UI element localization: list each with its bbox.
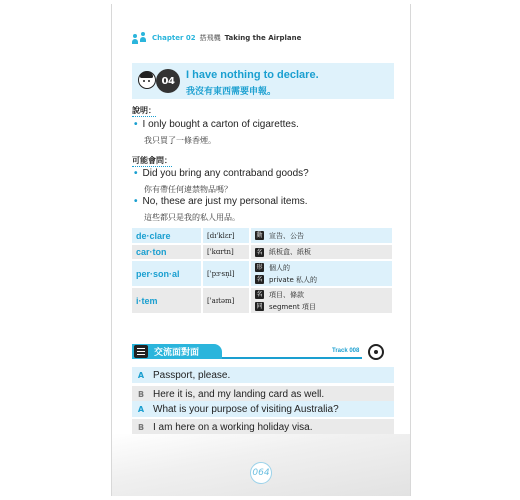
chapter-number: Chapter 02 [152,34,196,42]
question-item-en: • Did you bring any contraband goods? [134,168,309,179]
dialogue-line [132,419,394,435]
dialogue-line [132,367,394,383]
pos-icon: 形 [256,264,263,271]
vocab-phonetic: ['pɝsn̩l] [202,260,250,287]
phrase-english: I have nothing to declare. [186,69,319,81]
vocab-phonetic: [dɪ'klɛr] [202,228,250,244]
explanation-heading: 說明： [132,106,156,115]
speaker-label: A [137,404,145,414]
speaker-label: B [137,389,145,399]
dialogue-tab [132,344,222,359]
dialogue-text: Passport, please. [153,369,231,381]
vocab-definition: 名 紙板盒、紙板 [250,244,393,260]
speaker-label: A [137,370,145,380]
cd-audio-icon [368,344,384,360]
dialogue-text: I am here on a working holiday visa. [153,421,313,433]
question-item-zh: 這些都只是我的私人用品。 [144,213,240,222]
phrase-number-badge: 04 [156,69,180,93]
question-item-en: • No, these are just my personal items. [134,196,308,207]
vocab-word: per·son·al [132,260,202,287]
page-number: 064 [250,462,272,484]
vocab-phonetic: ['kɑrtn] [202,244,250,260]
track-label: Track 008 [332,348,360,354]
dialogue-header [132,344,394,362]
chapter-title-en: Taking the Airplane [224,34,302,42]
pos-icon: 名 [256,248,263,256]
notebook-icon [134,345,148,358]
phrase-title-box [132,63,394,99]
vocab-word: car·ton [132,244,202,260]
vocab-word: de·clare [132,228,202,244]
question-item-zh: 你有帶任何違禁物品嗎？ [144,185,232,194]
vocab-definition: 形 個人的 名 private 私人的 [250,260,393,287]
dialogue-text: Here it is, and my landing card as well. [153,388,325,400]
dialogue-text: What is your purpose of visiting Australia? [153,403,339,415]
book-page [111,4,411,496]
chapter-header [132,30,301,46]
pos-icon: 名 [256,291,263,298]
boy-face-icon [138,71,156,89]
vocab-definition: 動 宣告、公告 [250,228,393,244]
explanation-item-zh: 我只買了一條香煙。 [144,136,216,145]
vocab-row [132,228,393,244]
pos-icon: 動 [256,232,263,239]
explanation-item-en: • I only bought a carton of cigarettes. [134,119,299,130]
pos-icon: 名 [256,276,263,283]
possible-questions-heading: 可能會問： [132,156,172,165]
vocab-phonetic: ['aɪtəm] [202,287,250,314]
dialogue-line [132,401,394,417]
vocab-row [132,244,393,260]
vocab-word: i·tem [132,287,202,314]
pos-icon: 同 [256,303,263,310]
phrase-chinese: 我沒有東西需要申報。 [186,87,277,97]
dialogue-line [132,386,394,402]
vocab-row [132,260,393,287]
vocab-definition: 名 項目、條款 同 segment 項目 [250,287,393,314]
speaker-label: B [137,422,145,432]
people-icon [132,31,148,45]
chapter-title-zh: 搭飛機 [199,34,221,42]
dialogue-title: 交流面對面 [154,348,200,358]
vocab-row [132,287,393,314]
vocabulary-table [132,228,394,315]
